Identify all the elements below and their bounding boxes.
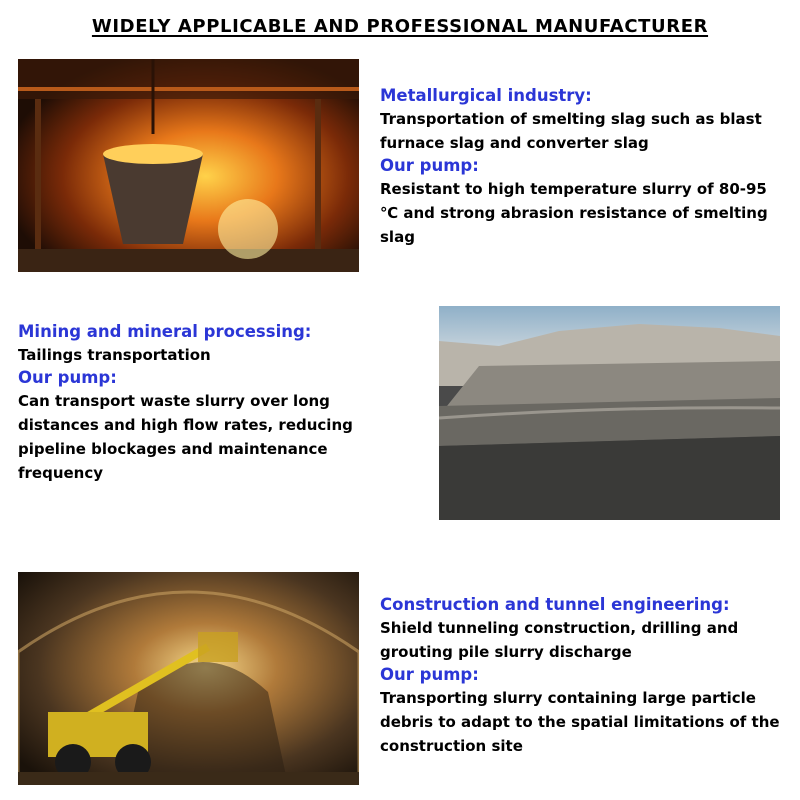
section-heading: Mining and mineral processing: (18, 322, 312, 341)
mining-section (18, 321, 378, 485)
pump-heading: Our pump: (380, 665, 479, 684)
open-pit-mine-photo (439, 306, 780, 520)
section-description: Transportation of smelting slag such as blast furnace slag and converter slag (380, 110, 762, 152)
metallurgical-section (380, 85, 780, 249)
construction-section (380, 594, 780, 758)
pump-text: Can transport waste slurry over long distances and high flow rates, reducing pipeline blockages and maintenance frequency (18, 392, 353, 482)
pump-heading: Our pump: (380, 156, 479, 175)
pump-text: Resistant to high temperature slurry of 80-95 ℃ and strong abrasion resistance of smelting slag (380, 180, 768, 246)
pump-text: Transporting slurry containing large particle debris to adapt to the spatial limitations of the construction site (380, 689, 780, 755)
section-description: Tailings transportation (18, 346, 211, 364)
section-heading: Construction and tunnel engineering: (380, 595, 730, 614)
steel-mill-ladle-photo (18, 59, 359, 272)
pump-heading: Our pump: (18, 368, 117, 387)
section-heading: Metallurgical industry: (380, 86, 592, 105)
page-title: WIDELY APPLICABLE AND PROFESSIONAL MANUFACTURER (91, 16, 709, 37)
section-description: Shield tunneling construction, drilling and grouting pile slurry discharge (380, 619, 739, 661)
tunnel-construction-photo (18, 572, 359, 785)
